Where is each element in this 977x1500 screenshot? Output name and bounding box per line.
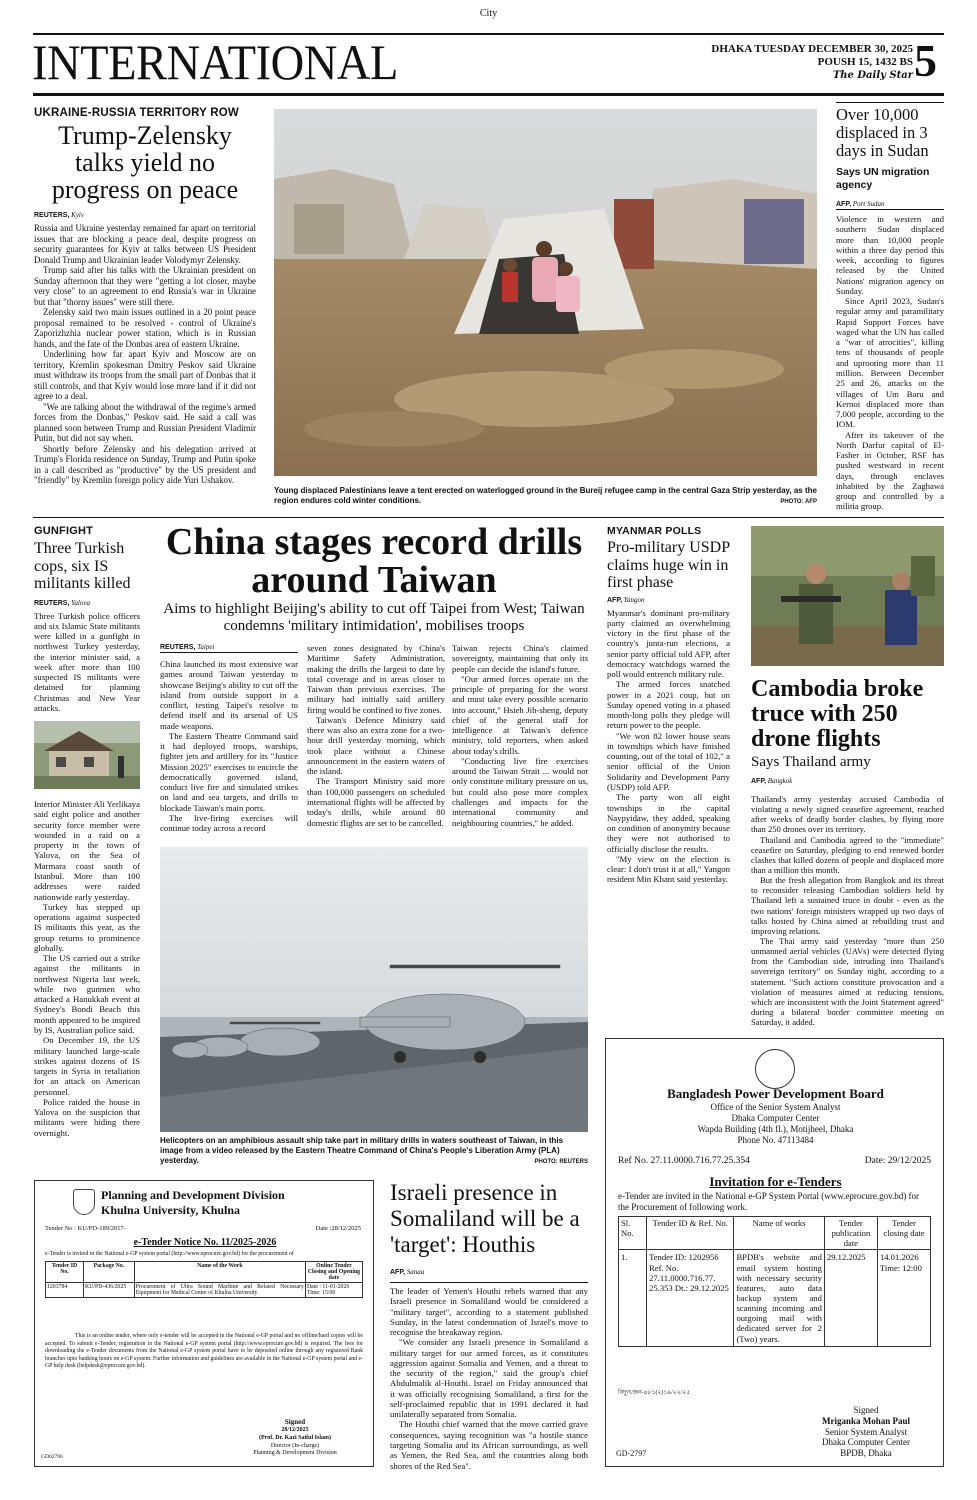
paragraph: Shortly before Zelensky and his delegation arrived at Trump's Florida residence on Sunday, Trump and Putin spoke in a call described as "productive" by the US president and "friendly" by Kremlin foreign policy aide Yuri Ushakov. <box>34 443 256 485</box>
china-col-1 <box>160 659 298 834</box>
china-col-2 <box>307 643 445 828</box>
bpdb-table <box>618 1216 931 1347</box>
cambodia-body <box>751 794 944 1027</box>
ukraine-kicker: UKRAINE-RUSSIA TERRITORY ROW <box>34 107 239 119</box>
china-dateline-rule <box>160 652 298 653</box>
paragraph: But the fresh allegation from Bangkok and its threat to reconsider releasing Cambodian soldiers held by Thailand left a sustained truce in doubt - even as the two nations' foreign ministers wrapped up two days of talks hosted by China aimed at rebuilding trust and improving relations. <box>751 875 944 936</box>
signed-label: Signed <box>853 1405 879 1415</box>
place: Yangon <box>623 595 645 604</box>
place: Sanaa <box>406 1268 425 1276</box>
paragraph: "We won 82 lower house seats in townships which have finished counting, out of the total of 102," a senior official of the Union Solidarity and Development Party (USDP) told AFP. <box>607 730 730 793</box>
sudan-subhead: Says UN migration agency <box>836 166 930 191</box>
ukraine-headline: Trump-Zelensky talks yield no progress on peace <box>51 121 239 204</box>
khulna-td: Date : 11-01-2026 Time: 15:00 <box>305 1283 362 1298</box>
turkey-headline: Three Turkish cops, six IS militants killed <box>34 540 131 592</box>
paragraph: Trump said after his talks with the Ukrainian president on Sunday afternoon that they were "getting a lot closer, maybe very close" to an agreement to end Russia's war in Ukraine but that "thorny issues" were still there. <box>34 265 256 307</box>
cambodia-story <box>751 677 944 789</box>
turkey-story <box>34 525 140 1138</box>
myanmar-kicker: MYANMAR POLLS <box>607 525 702 537</box>
khulna-body: This is an online tender, where only e-tender will be accepted in the National e-GP portal and no offline/hard copies will be accepted. To submit e-Tender, registration in the National e-GP system portal (http://www.eprocure.gov.bd) is required. The fees for downloading the e-Tender documents from the National e-GP system portal have to be deposited online through any registered Bank branches upto banking hours on e-GP system. Further information and guidelines are available in the National e-GP system portal and e-GP help desk (helpdesk@eprocure.gov.bd). <box>45 1333 363 1370</box>
masthead-info <box>711 43 913 82</box>
bpdb-th: Name of works <box>734 1217 824 1250</box>
khulna-th: Package No. <box>84 1262 135 1283</box>
paragraph: Turkey has stepped up operations against suspected IS militants this year, as the group returns to prominence globally. <box>34 901 140 953</box>
paragraph: On December 19, the US military launched large-scale strikes against dozens of IS targets in Syria in retaliation for an attack on American personnel. <box>34 1035 140 1097</box>
cambodia-photo <box>751 526 944 666</box>
paragraph: Zelensky said two main issues outlined in a 20 point peace proposal remained to be resolved - control of Ukraine's Zaporizhzhia nuclear power station, which is in Russian hands, and the fate of the Donbas area of eastern Ukraine. <box>34 307 256 349</box>
agency: REUTERS, <box>34 212 70 219</box>
section-title: INTERNATIONAL <box>32 34 398 90</box>
bpdb-th: Sl. No. <box>619 1217 647 1250</box>
khulna-signature <box>225 1418 365 1458</box>
bpdb-th: Tender closing date <box>877 1217 930 1250</box>
turkey-body-b <box>34 799 140 1138</box>
yalova-house-image <box>34 721 140 789</box>
china-headline: China stages record drills around Taiwan <box>165 521 583 601</box>
paragraph: China launched its most extensive war games around Taiwan yesterday to showcase Beijing's ability to cut off the island from outside support in a conflict, testing Taipei's resolve to defend itself and its arsenal of US made weapons. <box>160 659 298 731</box>
paragraph: The live-firing exercises will continue today across a record <box>160 812 298 834</box>
paragraph: Three Turkish police officers and six Islamic State militants were killed in a gunfight in northwest Turkey yesterday, the interior minister said, a week after more than 100 suspected IS militants were detained for planning Christmas and New Year attacks. <box>34 610 140 713</box>
paragraph: Violence in western and southern Sudan displaced more than 10,000 people within a three day period this week, according to figures released by the United Nations' migration agency on Sunday. <box>836 214 944 296</box>
khulna-td: KU/PD-436/2025 <box>84 1283 135 1298</box>
agency: AFP, <box>607 596 623 604</box>
bpdb-date: Date: 29/12/2025 <box>864 1156 931 1166</box>
sudan-story <box>836 106 944 512</box>
paragraph: Myanmar's dominant pro-military party claimed an overwhelming victory in the first phase of the country's junta-run elections, a senior party official told AFP, after democracy watchdogs warned the poll would entrench military rule. <box>607 607 730 680</box>
page-number: 5 <box>914 35 937 86</box>
bpdb-tender-ad <box>605 1038 944 1467</box>
gaza-credit: PHOTO: AFP <box>780 499 817 505</box>
khulna-td: Procurement of Ultra Sound Machine and Related Necessary Equipment for Medical Centre of Khulna University <box>135 1284 304 1296</box>
ukraine-body <box>34 223 256 486</box>
paragraph: "My view on the election is clear: I don't trust it at all," Yangon resident Min Khant said yesterday. <box>607 853 730 885</box>
place: Kyiv <box>71 211 84 219</box>
china-photo <box>160 847 588 1132</box>
khulna-th: Name of the Work <box>134 1262 305 1283</box>
bpdb-logo <box>755 1049 795 1089</box>
sudan-headline: Over 10,000 displaced in 3 days in Sudan <box>836 105 929 160</box>
bpdb-ref: Ref No. 27.11.0000.716.77.25.354 <box>618 1156 750 1166</box>
china-col-3 <box>452 643 588 828</box>
bpdb-org: Bangladesh Power Development Board <box>667 1086 884 1101</box>
paragraph: The Eastern Theatre Command said it had deployed troops, warships, fighter jets and artillery for its "Justice Mission 2025" exercises to encircle the democratically governed island, conduct live fire and simulated strikes on land and sea targets, and drills to blockade Taiwan's main ports. <box>160 730 298 813</box>
paragraph: The Transport Ministry said more than 100,000 passengers on scheduled international flights will be affected by today's drills, while around 80 domestic flights are set to be cancelled. <box>307 776 445 828</box>
israel-dateline <box>390 1268 588 1276</box>
turkey-kicker: GUNFIGHT <box>34 525 94 537</box>
israel-story <box>390 1180 588 1471</box>
paragraph: Since April 2023, Sudan's regular army and paramilitary Rapid Support Forces have waged what the UN has called a "war of atrocities", killing tens of thousands of people and uprooting more than 11 million. Between December 25 and 26, attacks on the villages of Um Baru and Kernoi displaced more than 7,000 people, according to the IOM. <box>836 296 944 430</box>
place: Bangkok <box>767 777 793 785</box>
khulna-tender-no: Tender No : KU/PD-189/2017- <box>45 1225 126 1232</box>
signer: Mriganka Mohan Paul <box>821 1415 910 1426</box>
place: Port Sudan <box>852 200 885 208</box>
myanmar-dateline <box>607 596 730 604</box>
khulna-table-wrap <box>45 1261 363 1298</box>
paragraph: The Thai army said yesterday "more than 250 unmanned aerial vehicles (UAVs) were detected flying from the Cambodian side, intruding into Thailand's sovereign territory" on Sunday night, according to a statement. "Such actions constitute provocation and a violation of measures aimed at reducing tensions, which are inconsistent with the Joint Statement agreed" during a bilateral border committee meeting on Saturday, it added. <box>751 935 944 1028</box>
bpdb-th: Tender ID & Ref. No. <box>647 1217 734 1250</box>
sudan-dateline <box>836 200 944 208</box>
paragraph: The armed forces snatched power in a 2021 coup, but on Sunday opened voting in a phased month-long polls they pledge will return power to the people. <box>607 679 730 731</box>
helicopters-image <box>160 847 588 1132</box>
paragraph: Russia and Ukraine yesterday remained far apart on territorial issues that are blocking a peace deal, despite progress on security guarantees for Kyiv at talks between US President Donald Trump and Ukrainian leader Volodymyr Zelensky. <box>34 223 256 265</box>
china-deck: Aims to highlight Beijing's ability to cut off Taipei from West; Taiwan condemns 'military intimidation', mobilises troops <box>163 601 585 634</box>
china-credit: PHOTO: REUTERS <box>534 1159 588 1165</box>
paragraph: Underlining how far apart Kyiv and Moscow are on territory, Kremlin spokesman Dmitry Peskov said Ukraine must withdraw its troops from the small part of Donbas that it still controls, and that Kyiv would lose more land if it did not agree to a deal. <box>34 349 256 401</box>
khulna-logo <box>73 1189 95 1215</box>
place: Yalova <box>71 598 90 607</box>
signer: (Prof. Dr. Kazi Saiful Islam) <box>259 1434 331 1441</box>
paragraph: "Conducting live fire exercises around the Taiwan Strait ... would not only constitute military pressure on us, but could also pose more complex challenges and impacts for the international community and neighbouring countries," he added. <box>452 755 588 828</box>
cambodia-dateline <box>751 777 944 785</box>
khulna-tender-ad <box>34 1180 374 1467</box>
masthead-bottom-rule <box>33 93 944 96</box>
bpdb-td: Tender ID: 1202956 Ref. No. 27.11.0000.716.77. 25.353 Dt.: 29.12.2025 <box>647 1250 734 1346</box>
turkey-dateline <box>34 599 140 607</box>
bpdb-td: 14.01.2026 Time: 12:00 <box>877 1250 930 1346</box>
thai-soldiers-image <box>751 526 944 666</box>
paragraph: Police raided the house in Yalova on the suspicion that militants were hiding there overnight. <box>34 1096 140 1138</box>
agency: REUTERS, <box>34 599 70 607</box>
khulna-university: Khulna University, Khulna <box>101 1203 241 1217</box>
paragraph: "We consider any Israeli presence in Somaliland a military target for our armed forces, as it constitutes aggression against Somalia and Yemen, and a threat to the security of the region," said the group's chief Abdulmalik al-Houthi. Israel on Friday announced that it was officially recognising Somaliland, a first for the self-proclaimed republic that in 1991 declared it had unilaterally separated from Somalia. <box>390 1337 588 1420</box>
paragraph: Taiwan's Defence Ministry said there was also an extra zone for a two-hour drill yesterday morning, which took place without a Chinese announcement in the eastern waters of the island. <box>307 714 445 777</box>
khulna-code: GD02796 <box>41 1454 63 1460</box>
paragraph: The leader of Yemen's Houthi rebels warned that any Israeli presence in Somaliland would be considered a "military target", according to a statement published Sunday, in the latest condemnation of Israel's move to recognise the breakaway region. <box>390 1286 588 1338</box>
bpdb-address: Wapda Building (4th fl.), Motijheel, Dhaka <box>697 1124 854 1134</box>
row-rule <box>33 517 944 518</box>
bpdb-code: GD-2797 <box>616 1449 647 1458</box>
bpdb-signature <box>796 1405 936 1459</box>
division: Planning & Development Division <box>253 1450 337 1457</box>
paper-name: The Daily Star <box>832 70 913 81</box>
paragraph: "We are talking about the withdrawal of the regime's armed forces from the Donbas," Peskov said. He said a call was planned soon between Trump and Russian President Vladimir Putin, but did not say when. <box>34 401 256 443</box>
paragraph: Taiwan rejects China's claimed sovereignty, maintaining that only its people can decide the island's future. <box>452 643 588 674</box>
sudan-top-rule <box>836 102 944 103</box>
paragraph: Interior Minister Ali Yerlikaya said eight police and another security force member were wounded in a raid on a property in the town of Yalova, on the Sea of Marmara coast south of Istanbul. More than 100 addresses were raided nationwide early yesterday. <box>34 799 140 902</box>
agency: REUTERS, <box>160 644 196 651</box>
paragraph: Thailand's army yesterday accused Cambodia of violating a newly signed ceasefire agreement, reached after weeks of deadly border clashes, by flying more than 250 drones over its territory. <box>751 794 944 835</box>
myanmar-body <box>607 608 730 885</box>
ukraine-dateline <box>34 211 256 219</box>
place: Taipei <box>197 643 215 651</box>
paragraph: "Our armed forces operate on the principle of preparing for the worst and must take every possible scenario into account," Hsieh Jih-sheng, deputy chief of the general staff for intelligence at Taiwan's defence ministry, told reporters, when asked about today's drills. <box>452 673 588 756</box>
agency: AFP, <box>751 778 767 785</box>
top-label: City <box>479 8 498 19</box>
sign-date: 28/12/2025 <box>281 1427 309 1434</box>
khulna-org: Planning and Development Division <box>101 1188 285 1202</box>
signed-label: Signed <box>284 1418 306 1426</box>
israel-headline: Israeli presence in Somaliland will be a 'target': Houthis <box>390 1180 580 1257</box>
ukraine-story <box>34 107 256 486</box>
sudan-body <box>836 214 944 512</box>
paragraph: The Houthi chief warned that the move carried grave consequences, saying recognition was "a hostile stance targeting Somalia and its African surroundings, as well as Yemen, the Red Sea, and the countries along both shores of the Red Sea". <box>390 1419 588 1471</box>
bpdb-td: 29.12.2025 <box>824 1250 877 1346</box>
khulna-date: Date :28/12/2025 <box>315 1225 361 1232</box>
khulna-th: Online Tender Closing and Opening date <box>305 1262 362 1283</box>
place: BPDB, Dhaka <box>840 1448 892 1459</box>
sudan-dateline-rule <box>836 209 944 210</box>
turkey-photo <box>34 721 140 789</box>
israel-dateline-rule <box>390 1282 588 1283</box>
paragraph: The party won all eight townships in the capital Naypyidaw, they added, speaking on condition of anonymity because they were not authorised to officially disclose the results. <box>607 792 730 854</box>
bpdb-phone: Phone No. 47113484 <box>737 1135 814 1145</box>
designation: Senior System Analyst <box>824 1426 907 1437</box>
bpdb-td: BPDB's website and email system hosting with necessary security features, auto data backup system and scanning incoming and outgoing mail with dedicated server for 2 (Two) years. <box>734 1250 824 1346</box>
myanmar-headline: Pro-military USDP claims huge win in first phase <box>607 539 730 591</box>
issue-date: DHAKA TUESDAY DECEMBER 30, 2025 <box>711 43 913 55</box>
khulna-td: 1203784 <box>46 1283 84 1298</box>
bpdb-td: 1. <box>619 1250 647 1346</box>
bpdb-th: Tender publication date <box>824 1217 877 1250</box>
bpdb-office: Office of the Senior System Analyst <box>710 1102 841 1112</box>
cambodia-subhead: Says Thailand army <box>751 754 871 770</box>
khulna-th: Tender ID No. <box>46 1262 84 1283</box>
designation: Director (In-charge) <box>270 1442 320 1449</box>
china-dateline <box>160 643 214 651</box>
bpdb-title: Invitation for e-Tenders <box>709 1174 842 1189</box>
agency: AFP, <box>390 1269 406 1276</box>
gaza-photo <box>274 109 817 476</box>
bpdb-table-wrap <box>618 1216 931 1347</box>
cambodia-headline: Cambodia broke truce with 250 drone flights <box>751 676 924 752</box>
center: Dhaka Computer Center <box>822 1437 910 1448</box>
myanmar-story <box>607 525 730 885</box>
paragraph: The US carried out a strike against the militants in northwest Nigeria last week, while two gunmen who attacked a Hanukkah event at Sydney's Bondi Beach this month appeared to be inspired by IS, Australian police said. <box>34 953 140 1035</box>
gaza-caption: Young displaced Palestinians leave a tent erected on waterlogged ground in the Bureij refugee camp in the central Gaza Strip yesterday, as the region endures cold winter conditions. <box>274 486 817 505</box>
turkey-body-a <box>34 611 140 714</box>
paragraph: Thailand and Cambodia agreed to the "immediate" ceasefire on Saturday, pledging to end renewed border clashes that killed dozens of people and displaced more than a million this month. <box>751 834 944 875</box>
bpdb-bangla-code: বিদ্যুৎ/জন-৪৮১(২)১৯/২২/২৫ <box>618 1390 691 1396</box>
bpdb-intro: e-Tender are invited in the National e-GP System Portal (www.eprocure.gov.bd) for the Procurement of following work. <box>618 1191 920 1212</box>
khulna-notice-title: e-Tender Notice No. 11/2025-2026 <box>133 1237 277 1248</box>
bangla-date: POUSH 15, 1432 BS <box>817 56 913 68</box>
paragraph: After its takeover of the North Darfur capital of El-Fasher in October, RSF has pushed westward in recent days, through enclaves inhabited by the Zaghawa group and controlled by a militia group. <box>836 429 944 512</box>
bpdb-center: Dhaka Computer Center <box>731 1113 820 1123</box>
agency: AFP, <box>836 201 852 208</box>
china-caption: Helicopters on an amphibious assault ship take part in military drills in waters southeast of Taiwan, in this image from a video released by the Eastern Theatre Command of China's People's Liberation Army (PLA) yesterday. <box>160 1136 564 1165</box>
khulna-table <box>45 1261 363 1298</box>
israel-body <box>390 1286 588 1471</box>
gaza-camp-image <box>274 109 817 476</box>
paragraph: seven zones designated by China's Maritime Safety Administration, making the drills the largest to date by total coverage and in areas closer to Taiwan than previous exercises. The military had initially said artillery firing would be confined to five zones. <box>307 643 445 715</box>
khulna-intro: e-Tender is invited in the National e-GP system portal (http://www.eprocure.gov.bd) for the procurement of <box>45 1251 294 1257</box>
